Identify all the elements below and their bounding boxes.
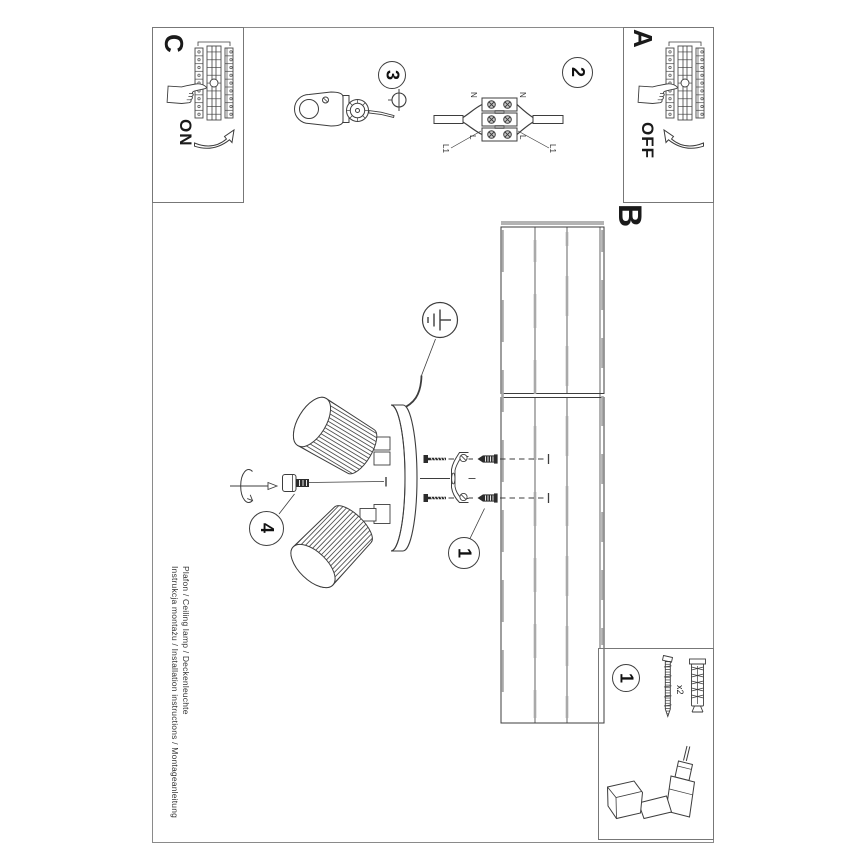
- panel-a-state: OFF: [638, 122, 657, 159]
- screw-head-icon: [386, 86, 412, 116]
- step-4-number: 4: [257, 523, 277, 534]
- section-b-label: B: [612, 204, 648, 228]
- accessories-step-badge: [612, 664, 640, 692]
- accessories-step-number: 1: [616, 672, 637, 683]
- step-3-badge: [378, 61, 406, 89]
- step-1-badge: [448, 537, 480, 569]
- step-2-number: 2: [568, 67, 588, 78]
- panel-a-box: [623, 27, 714, 203]
- panel-c-state: ON: [176, 119, 195, 147]
- panel-a-label: A: [628, 29, 658, 48]
- step-2-badge: [562, 57, 593, 88]
- step-1-number: 1: [454, 547, 475, 558]
- instructions-title: Instrukcja montażu / Installation instructions / Montageanleitung: [170, 566, 180, 819]
- neutral-label-left: N: [469, 92, 478, 98]
- line1-label-right: L1: [548, 144, 557, 153]
- screw-quantity-label: x2: [675, 685, 685, 695]
- line1-label-left: L1: [441, 144, 450, 153]
- title-block: [169, 566, 191, 818]
- step-3-number: 3: [382, 69, 403, 80]
- neutral-label-right: N: [518, 92, 527, 98]
- product-title: Plafon / Ceiling lamp / Deckenleuchte: [181, 566, 191, 715]
- step-4-badge: [249, 511, 284, 546]
- panel-c-label: C: [159, 34, 189, 53]
- live-label-right: L: [518, 135, 527, 140]
- panel-c-box: [152, 27, 244, 203]
- live-label-left: L: [468, 135, 477, 140]
